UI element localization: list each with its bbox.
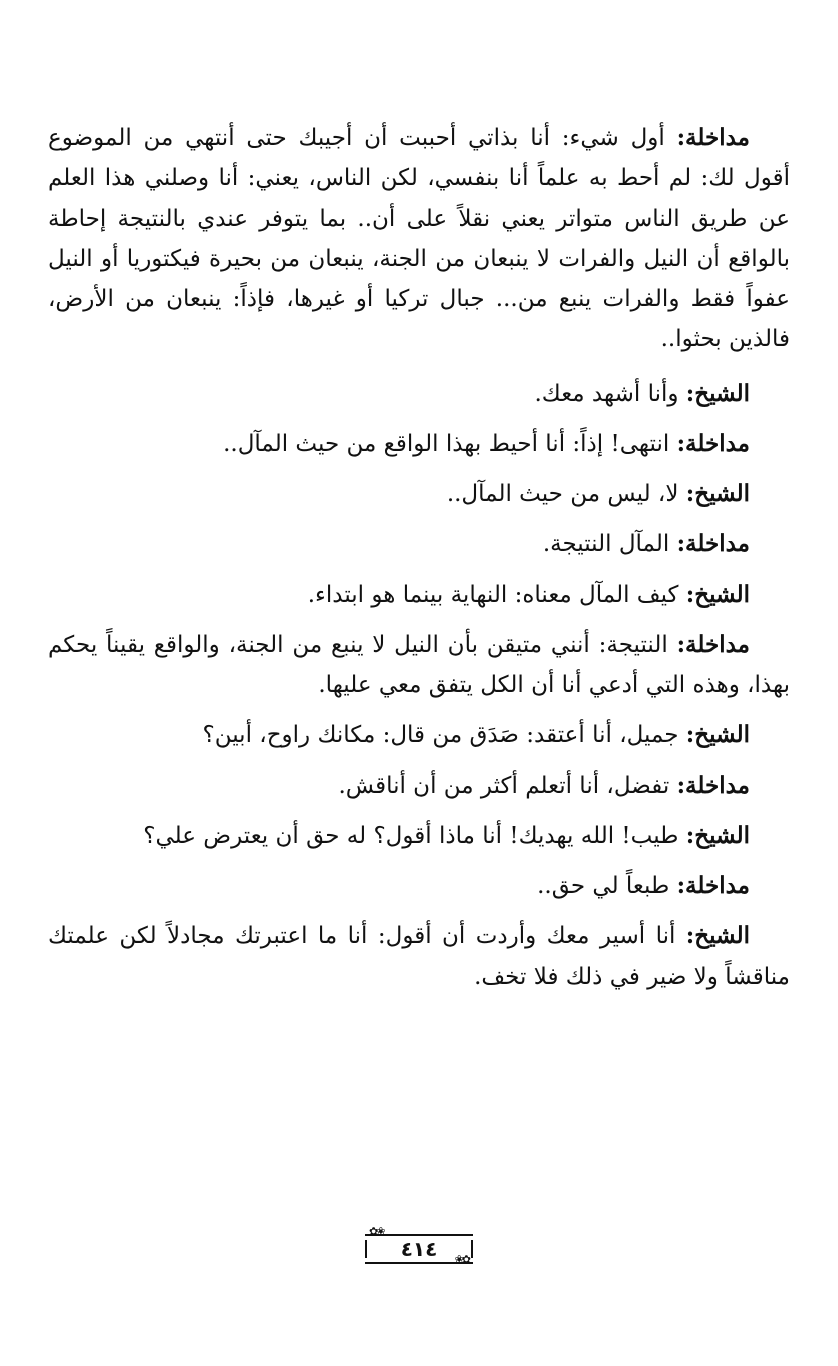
paragraph-text: أول شيء: أنا بذاتي أحببت أن أجيبك حتى أنتهي من الموضوع أقول لك: لم أحط به علماً أنا بنفسي، لكن الناس، يعني: أنا وصلني هذا العلم عن طريق الناس متواتر يعني نقلاً على أن.. بما يتوفر عندي بالنتيجة إحاطة بالواقع أن النيل والفرات لا ينبعان من الجنة، ينبعان من بحيرة فيكتوريا أو النيل عفواً فقط والفرات ينبع من... جبال تركيا أو غيرها، فإذاً: ينبعان من الأرض، فالذين بحثوا.. <box>48 125 790 353</box>
paragraph-text: طيب! الله يهديك! أنا ماذا أقول؟ له حق أن يعترض علي؟ <box>143 822 686 849</box>
paragraph <box>48 766 790 806</box>
paragraph <box>48 575 790 615</box>
page-footer <box>0 1226 838 1266</box>
speaker-label: الشيخ: <box>685 721 750 749</box>
paragraph <box>48 715 790 755</box>
paragraph-text: وأنا أشهد معك. <box>534 380 686 407</box>
paragraph <box>48 625 790 706</box>
paragraph <box>48 916 790 997</box>
page-number-box <box>365 1226 473 1266</box>
paragraph-text: جميل، أنا أعتقد: صَدَق من قال: مكانك راوح، أبين؟ <box>202 722 686 749</box>
paragraph-text: المآل النتيجة. <box>542 531 677 558</box>
speaker-label: مداخلة: <box>676 530 750 558</box>
speaker-label: مداخلة: <box>676 771 750 799</box>
paragraph <box>48 474 790 514</box>
paragraph-text: النتيجة: أنني متيقن بأن النيل لا ينبع من الجنة، والواقع يقيناً يحكم بهذا، وهذه التي أدعي أنا أن الكل يتفق معي عليها. <box>48 631 790 698</box>
paragraph-text: طبعاً لي حق.. <box>537 873 677 899</box>
ornament-icon: ❀✿ <box>454 1253 469 1266</box>
page-number: ٤١٤ <box>400 1237 438 1261</box>
paragraph-text: كيف المآل معناه: النهاية بينما هو ابتداء. <box>307 581 686 608</box>
paragraph <box>48 424 790 464</box>
speaker-label: مداخلة: <box>676 124 750 151</box>
paragraph <box>48 524 790 564</box>
page-body <box>48 118 790 997</box>
speaker-label: مداخلة: <box>676 872 750 899</box>
speaker-label: مداخلة: <box>676 429 750 457</box>
paragraph <box>48 374 790 414</box>
paragraph-text: تفضل، أنا أتعلم أكثر من أن أناقش. <box>338 772 677 799</box>
paragraph <box>48 118 790 360</box>
speaker-label: مداخلة: <box>676 630 750 658</box>
paragraph-text: لا، ليس من حيث المآل.. <box>446 481 686 507</box>
paragraph <box>48 866 790 906</box>
speaker-label: الشيخ: <box>685 821 750 849</box>
paragraph <box>48 816 790 856</box>
speaker-label: الشيخ: <box>685 379 750 407</box>
speaker-label: الشيخ: <box>685 580 750 608</box>
paragraph-text: أنا أسير معك وأردت أن أقول: أنا ما اعتبرتك مجادلاً لكن علمتك مناقشاً ولا ضير في ذلك فلا تخف. <box>48 923 790 990</box>
speaker-label: الشيخ: <box>685 480 750 507</box>
paragraph-text: انتهى! إذاً: أنا أحيط بهذا الواقع من حيث المآل.. <box>223 430 677 457</box>
speaker-label: الشيخ: <box>685 922 750 950</box>
ornament-icon: ✿❀ <box>369 1225 384 1238</box>
